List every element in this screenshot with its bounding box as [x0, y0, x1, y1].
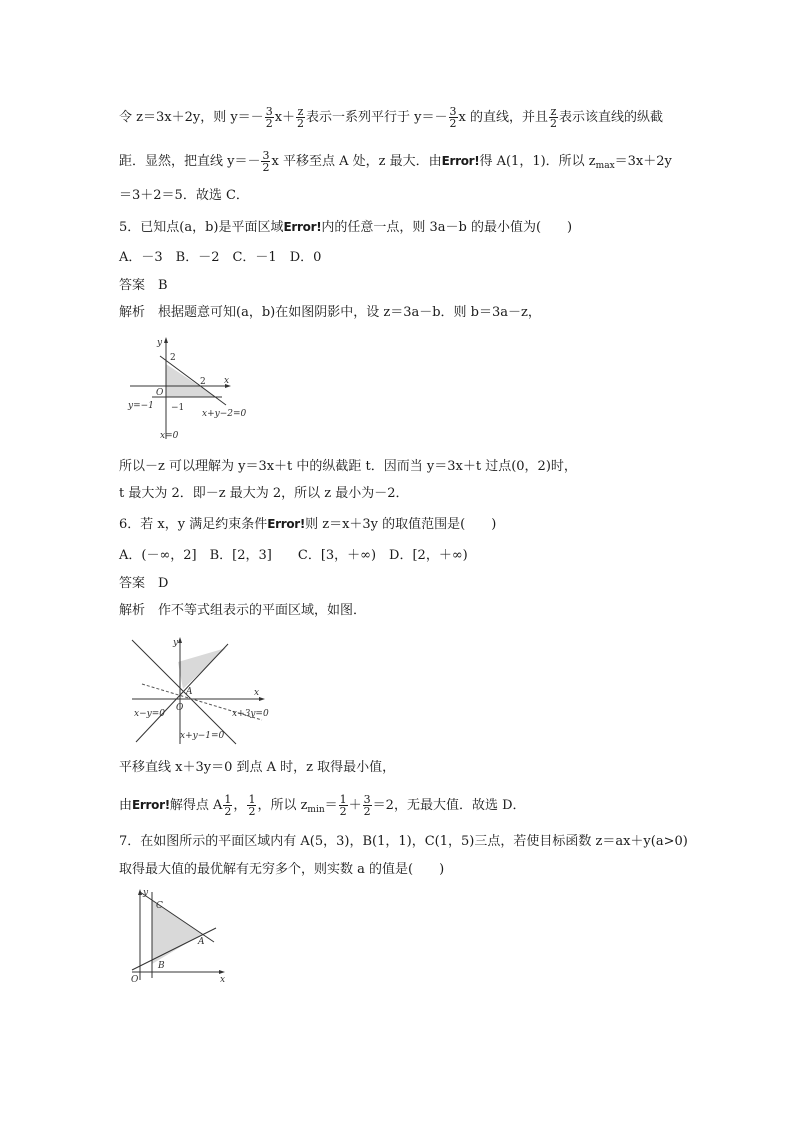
y-label: y [143, 888, 149, 898]
tick-2-x: 2 [200, 377, 206, 387]
error-placeholder: Error! [441, 154, 480, 168]
text: 表示一系列平行于 y＝－ [306, 110, 448, 125]
fraction: $\frac{1}{2}$ [224, 793, 232, 818]
point-a-label: A [198, 937, 205, 947]
eq-x-plus-3y: x+3y=0 [232, 709, 269, 719]
fraction: $\frac{3}{2}$ [449, 105, 457, 130]
fraction: $\frac{1}{2}$ [339, 793, 347, 818]
question-5-analysis: 解析 根据题意可知(a，b)在如图阴影中，设 z＝3a－b．则 b＝3a－z， [119, 305, 541, 320]
text: x 的直线，并且 [458, 110, 548, 125]
question-6-answer: 答案 D [119, 576, 169, 591]
question-5-line-1: 所以－z 可以理解为 y＝3x＋t 中的纵截距 t．因而当 y＝3x＋t 过点(0，2)时， [119, 459, 577, 474]
line-x-minus-y [132, 640, 236, 744]
text: ＝2，无最大值．故选 D． [372, 798, 526, 813]
figure-1 [122, 334, 262, 446]
question-5-answer: 答案 B [119, 278, 168, 293]
question-6-options: A．(－∞，2] B．[2，3] C．[3，＋∞) D．[2，＋∞) [119, 548, 468, 563]
line-x-plus-y-minus-1 [136, 644, 228, 742]
error-placeholder: Error! [283, 220, 322, 234]
text: 5．已知点(a，b)是平面区域 [119, 220, 284, 235]
x-axis-arrow [219, 970, 225, 974]
point-a-label: A [186, 687, 193, 697]
question-6-line-1: 平移直线 x＋3y＝0 到点 A 时，z 取得最小值， [119, 760, 396, 775]
text: ＝3x＋2y [614, 154, 672, 169]
solution-line-3: ＝3＋2＝5．故选 C． [119, 188, 249, 203]
subscript: max [595, 161, 615, 171]
subscript: min [307, 805, 325, 815]
figure-2 [128, 632, 270, 746]
question-5 [119, 219, 572, 236]
eq-x-0: x=0 [160, 431, 179, 441]
y-label: y [157, 338, 163, 348]
question-5-options: A．－3 B．－2 C．－1 D．0 [119, 250, 322, 265]
solution-line-1 [119, 106, 663, 129]
eq-y-neg1: y=−1 [128, 401, 154, 411]
error-placeholder: Error! [267, 517, 306, 531]
x-label: x [224, 376, 230, 386]
question-6 [119, 516, 496, 533]
question-5-line-2: t 最大为 2．即－z 最大为 2，所以 z 最小为－2． [119, 486, 409, 501]
text: 得 A(1，1)．所以 z [479, 154, 596, 169]
origin-label: O [176, 703, 184, 713]
text: 内的任意一点，则 3a－b 的最小值为( ) [321, 220, 573, 235]
text: ＋ [348, 798, 362, 813]
fraction: $\frac{z}{2}$ [297, 105, 305, 130]
question-7-line-1: 7．在如图所示的平面区域内有 A(5，3)，B(1，1)，C(1，5)三点，若使目标函数 z＝ax＋y(a>0) [119, 834, 688, 849]
origin-label: O [156, 388, 164, 398]
text: ＝ [324, 798, 338, 813]
text: x 平移至点 A 处，z 最大．由 [271, 154, 442, 169]
tick-2-y: 2 [170, 353, 176, 363]
text: ， [233, 798, 247, 813]
text: 距．显然，把直线 y＝－ [119, 154, 261, 169]
y-axis-arrow [178, 637, 182, 643]
text: x＋ [274, 110, 296, 125]
text: ，所以 z [257, 798, 308, 813]
question-6-analysis: 解析 作不等式组表示的平面区域，如图． [119, 603, 367, 618]
fraction: $\frac{1}{2}$ [248, 793, 256, 818]
x-label: x [220, 975, 226, 985]
tick-neg1: −1 [171, 403, 185, 413]
text: 由 [119, 798, 133, 813]
question-7-line-2: 取得最大值的最优解有无穷多个，则实数 a 的值是( ) [119, 862, 445, 877]
fraction: $\frac{z}{2}$ [549, 105, 557, 130]
fraction: $\frac{3}{2}$ [265, 105, 273, 130]
eq-x-plus-y: x+y−2=0 [202, 409, 247, 419]
x-label: x [254, 688, 260, 698]
fraction: $\frac{3}{2}$ [262, 149, 270, 174]
figure-3 [122, 884, 232, 986]
error-placeholder: Error! [132, 798, 170, 812]
text: 令 z＝3x＋2y，则 y＝－ [119, 110, 264, 125]
fraction: $\frac{3}{2}$ [363, 793, 371, 818]
point-b-label: B [158, 961, 165, 971]
text: 解得点 A [169, 798, 223, 813]
eq-x-minus-y: x−y=0 [134, 709, 165, 719]
point-c-label: C [156, 901, 163, 911]
origin-label: O [131, 975, 139, 985]
text: 则 z＝x＋3y 的取值范围是( ) [305, 517, 497, 532]
y-axis-arrow [164, 337, 168, 343]
y-label: y [173, 638, 179, 648]
text: 6．若 x，y 满足约束条件 [119, 517, 268, 532]
text: 表示该直线的纵截 [558, 110, 663, 125]
solution-line-2 [119, 150, 672, 174]
x-axis-arrow [259, 697, 265, 701]
question-6-line-2 [119, 794, 526, 818]
eq-x-plus-y-minus-1: x+y−1=0 [180, 731, 225, 741]
